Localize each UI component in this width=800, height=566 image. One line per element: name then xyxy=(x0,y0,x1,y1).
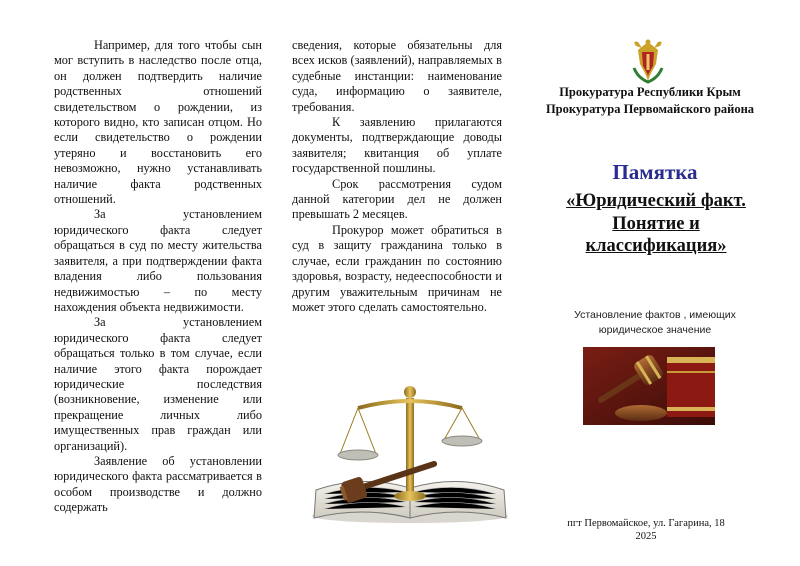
left-column xyxy=(54,38,262,516)
memo-title: Памятка xyxy=(612,160,698,184)
org-line-2: Прокуратура Первомайского района xyxy=(545,102,755,116)
address: пгт Первомайское, ул. Гагарина, 18 xyxy=(567,518,725,529)
scales-book-gavel-image xyxy=(310,378,510,526)
organization-name xyxy=(530,84,770,118)
prosecutor-emblem-icon xyxy=(628,38,668,84)
middle-column xyxy=(292,38,502,315)
paragraph: Например, для того чтобы сын мог вступить в наследство после отца, он должен подтвердить наличие родственных отношений свидетельством о рождении, из которого видно, кто записан отцом. Но если свидетельство о рождении утеряно и восстановить его невозможно, нужно устанавливать наличие факта родственных отношений. xyxy=(54,38,262,207)
org-line-1: Прокуратура Республики Крым xyxy=(559,85,741,99)
paragraph: За установлением юридического факта следует обращаться только в том случае, если наличие этого факта порождает юридические последствия (возникновение, изменение или прекращение личных либо имущественных прав граждан или организаций). xyxy=(54,315,262,453)
judge-gavel-photo xyxy=(583,347,715,425)
address-footer xyxy=(556,517,736,543)
paragraph-continuation: сведения, которые обязательны для всех исков (заявлений), направляемых в судебные инстанции: наименование суда, информацию о заявителе, требования. xyxy=(292,38,502,114)
paragraph: Заявление об установлении юридического факта рассматривается в особом производстве и должно содержать xyxy=(54,453,262,515)
paragraph: К заявлению прилагаются документы, подтверждающие доводы заявителя; квитанция об уплате государственной пошлины. xyxy=(292,115,502,176)
paragraph: Прокурор может обратиться в суд в защиту гражданина только в случае, если гражданин по состоянию здоровья, возрасту, недееспособности и другим уважительным причинам не может этого сделать самостоятельно. xyxy=(292,222,502,314)
year: 2025 xyxy=(635,531,657,542)
image-caption: Установление фактов , имеющих юридическое значение xyxy=(574,309,736,336)
memo-subject: «Юридический факт. Понятие и классификация» xyxy=(566,191,746,256)
paragraph: Срок рассмотрения судом данной категории дел не должен превышать 2 месяцев. xyxy=(292,176,502,222)
paragraph: За установлением юридического факта следует обращаться в суд по месту жительства заявителя, а при подтверждении факта владения либо пользования недвижимостью – по месту нахождения объекта недвижимости. xyxy=(54,207,262,314)
